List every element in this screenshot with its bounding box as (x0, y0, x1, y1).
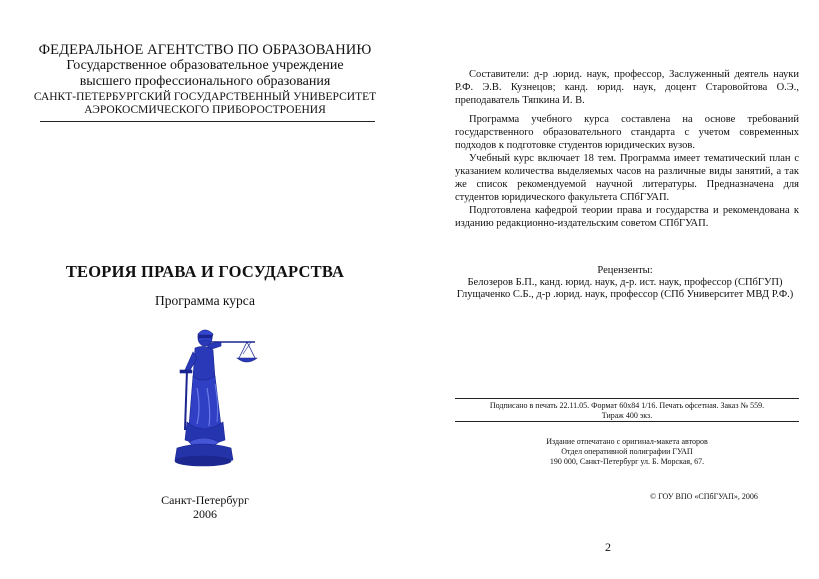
themis-statue-icon (163, 318, 263, 470)
imprint-bottom-rule (455, 421, 799, 422)
book-subtitle: Программа курса (155, 293, 255, 308)
printer-line-3: 190 000, Санкт-Петербург ул. Б. Морская, 67. (549, 457, 705, 466)
agency-name: ФЕДЕРАЛЬНОЕ АГЕНТСТВО ПО ОБРАЗОВАНИЮ (38, 42, 372, 58)
imprint-line-1: Подписано в печать 22.11.05. Формат 60х84 1/16. Печать офсетная. Заказ № 559. (489, 401, 765, 410)
reviewer-2: Глущаченко С.Б., д-р .юрид. наук, профессор (СПб Университет МВД Р.Ф.) (456, 289, 794, 300)
description-paragraph: Учебный курс включает 18 тем. Программа имеет тематический план с указанием количества выделяемых часов на различные виды занятий, а так же список рекомендуемой научной литературы. Предназначена для студентов юридического факультета СПбГУАП. (455, 153, 799, 203)
printer-info (455, 437, 799, 467)
publication-place (30, 493, 380, 521)
right-page (410, 0, 819, 579)
university-name-line1: САНКТ-ПЕТЕРБУРГСКИЙ ГОСУДАРСТВЕННЫЙ УНИВЕРСИТЕТ (33, 91, 377, 103)
compilers-text: Составители: д-р .юрид. наук, профессор, Заслуженный деятель науки Р.Ф. Э.В. Кузнецов; канд. юрид. наук, доцент Старовойтова О.Э., преподаватель Тяпкина И. В. (455, 69, 799, 106)
page-number: 2 (605, 540, 611, 554)
description-paragraph: Подготовлена кафедрой теории права и государства и рекомендована к изданию редакционно-издательским советом СПбГУАП. (455, 205, 799, 229)
book-title: ТЕОРИЯ ПРАВА И ГОСУДАРСТВА (65, 262, 345, 281)
description-paragraph: Программа учебного курса составлена на основе требований государственного образовательного стандарта с учетом современных подходов к подготовке студентов юридических вузов. (455, 114, 799, 151)
header-divider (40, 121, 375, 122)
institution-type: Государственное образовательное учреждение (66, 58, 344, 73)
reviewers-block (450, 265, 800, 301)
year: 2006 (193, 507, 217, 521)
imprint-top-rule (455, 398, 799, 399)
university-name-line2: АЭРОКОСМИЧЕСКОГО ПРИБОРОСТРОЕНИЯ (84, 104, 326, 116)
copyright-notice: © ГОУ ВПО «СПбГУАП», 2006 (650, 492, 758, 501)
printer-line-2: Отдел оперативной полиграфии ГУАП (561, 447, 693, 456)
city: Санкт-Петербург (161, 493, 249, 507)
publisher-header (30, 42, 380, 117)
institution-level: высшего профессионального образования (79, 74, 331, 89)
imprint-block (455, 401, 799, 421)
reviewers-heading: Рецензенты: (597, 265, 653, 276)
printer-line-1: Издание отпечатано с оригинал-макета авторов (546, 437, 708, 446)
imprint-line-2: Тираж 400 экз. (601, 411, 653, 420)
reviewer-1: Белозеров Б.П., канд. юрид. наук, д-р. ист. наук, профессор (СПбГУП) (467, 277, 783, 288)
